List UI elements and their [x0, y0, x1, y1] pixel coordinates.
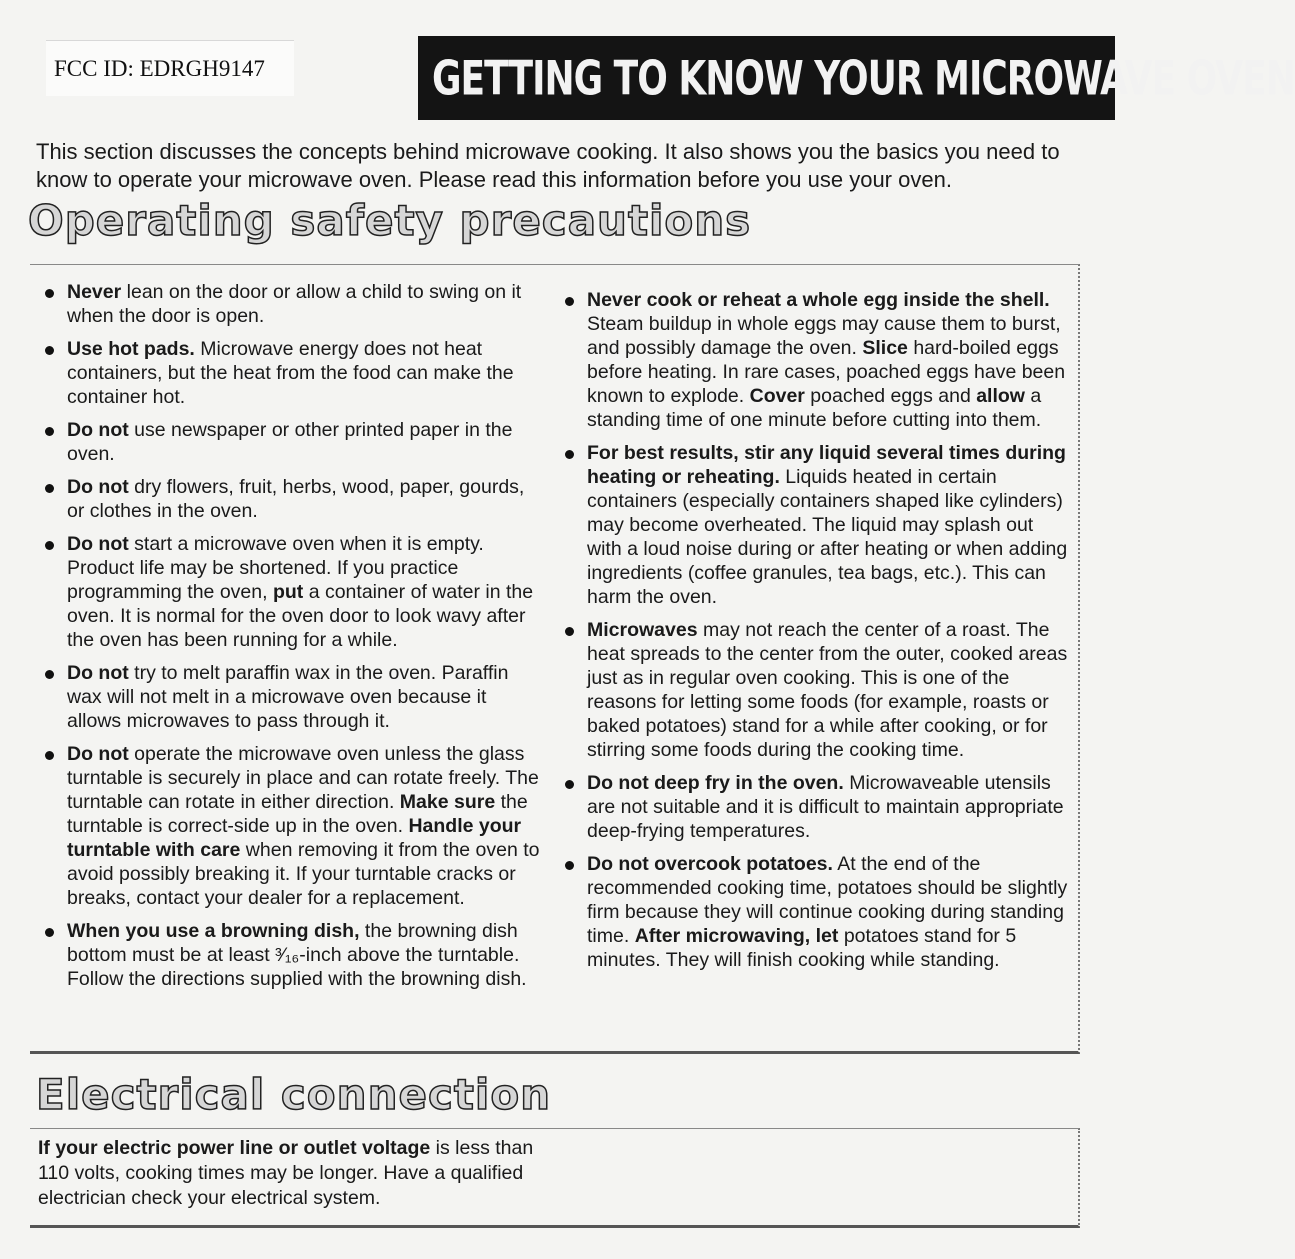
electrical-paragraph: If your electric power line or outlet voltage is less than 110 volts, cooking times may be longer. Have a qualified electrician check your electrical system. [38, 1137, 534, 1209]
list-item: For best results, stir any liquid several times during heating or reheating. Liquids heated in certain containers (especially containers shaped like cylinders) may become overheated. The liquid may splash out with a loud noise during or after heating or when adding ingredients (coffee granules, tea bags, etc.). This can harm the oven. [560, 441, 1070, 609]
bullet-icon [45, 670, 54, 679]
list-item: Do not dry flowers, fruit, herbs, wood, paper, gourds, or clothes in the oven. [40, 475, 540, 523]
bullet-icon [45, 289, 54, 298]
list-item: Never lean on the door or allow a child to swing on it when the door is open. [40, 280, 540, 328]
safety-left-column [40, 280, 540, 1000]
bullet-icon [45, 484, 54, 493]
bullet-icon [45, 928, 54, 937]
bullet-icon [565, 297, 574, 306]
bullet-icon [45, 751, 54, 760]
bullet-icon [45, 541, 54, 550]
list-item: When you use a browning dish, the browning dish bottom must be at least ³⁄₁₆-inch above the turntable. Follow the directions supplied with the browning dish. [40, 919, 540, 991]
list-item: Use hot pads. Microwave energy does not heat containers, but the heat from the food can make the container hot. [40, 337, 540, 409]
electrical-heading: Electrical connection [36, 1070, 552, 1119]
list-item: Do not deep fry in the oven. Microwaveable utensils are not suitable and it is difficult to maintain appropriate deep-frying temperatures. [560, 771, 1070, 843]
list-item: Do not operate the microwave oven unless the glass turntable is securely in place and can rotate freely. The turntable can rotate in either direction. Make sure the turntable is correct-side up in the oven. Handle your turntable with care when removing it from the oven to avoid possibly breaking it. If your turntable cracks or breaks, contact your dealer for a replacement. [40, 742, 540, 910]
safety-right-column [560, 288, 1070, 981]
bullet-icon [565, 780, 574, 789]
bullet-icon [45, 346, 54, 355]
bullet-icon [565, 450, 574, 459]
list-item: Do not use newspaper or other printed paper in the oven. [40, 418, 540, 466]
bullet-icon [565, 627, 574, 636]
list-item: Do not try to melt paraffin wax in the oven. Paraffin wax will not melt in a microwave oven because it allows microwaves to pass through it. [40, 661, 540, 733]
safety-heading: Operating safety precautions [28, 196, 752, 245]
fcc-id-label: FCC ID: EDRGH9147 [46, 40, 294, 96]
list-item: Never cook or reheat a whole egg inside the shell. Steam buildup in whole eggs may cause them to burst, and possibly damage the oven. Slice hard-boiled eggs before heating. In rare cases, poached eggs have been known to explode. Cover poached eggs and allow a standing time of one minute before cutting into them. [560, 288, 1070, 432]
intro-paragraph: This section discusses the concepts behind microwave cooking. It also shows you the basics you need to know to operate your microwave oven. Please read this information before you use your oven. [36, 139, 1060, 192]
bullet-icon [565, 861, 574, 870]
list-item: Do not start a microwave oven when it is empty. Product life may be shortened. If you practice programming the oven, put a container of water in the oven. It is normal for the oven door to look wavy after the oven has been running for a while. [40, 532, 540, 652]
bullet-icon [45, 427, 54, 436]
section-banner [418, 36, 1295, 120]
banner-title: GETTING TO KNOW YOUR MICROWAVE OVEN [432, 52, 1295, 106]
list-item: Microwaves may not reach the center of a roast. The heat spreads to the center from the outer, cooked areas just as in regular oven cooking. This is one of the reasons for letting some foods (for example, roasts or baked potatoes) stand for a while after cooking, or for stirring some foods during the cooking time. [560, 618, 1070, 762]
list-item: Do not overcook potatoes. At the end of the recommended cooking time, potatoes should be slightly firm because they will continue cooking during standing time. After microwaving, let potatoes stand for 5 minutes. They will finish cooking while standing. [560, 852, 1070, 972]
